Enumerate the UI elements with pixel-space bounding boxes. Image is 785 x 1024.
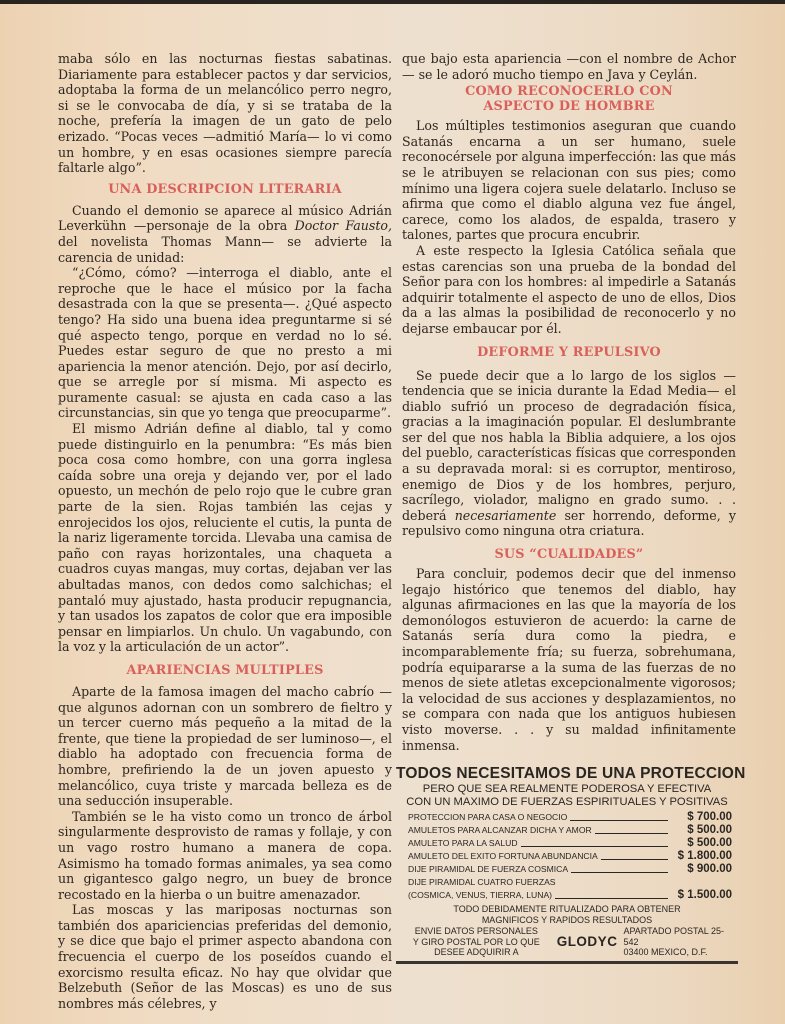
- section-heading: DEFORME Y REPULSIVO: [477, 344, 661, 360]
- paragraph: que bajo esta apariencia —con el nombre de Achor— se le adoró mucho tiempo en Java y Ceylán.: [402, 51, 736, 82]
- paragraph: [58, 203, 392, 265]
- ad-bottom-rule: [396, 961, 738, 964]
- item-price: $ 700.00: [687, 811, 732, 824]
- leader-line: [595, 833, 668, 834]
- instruction-line: Y GIRO POSTAL POR LO QUE: [412, 936, 540, 947]
- text: Cuando el demonio se aparece al músico Adrián Leverkühn —personaje de la obra: [58, 202, 392, 234]
- ad-subtitle: PERO QUE SEA REALMENTE PODEROSA Y EFECTIVA: [422, 783, 712, 796]
- note-line: MAGNIFICOS Y RAPIDOS RESULTADOS: [481, 915, 653, 926]
- item-label: AMULETO PARA LA SALUD: [408, 838, 518, 849]
- paragraph: Los múltiples testimonios aseguran que cuando Satanás encarna a un ser humano, suele reconocérsele por alguna imperfección: las que más se le atribuyen se relacionan con sus pies; como mínimo una ligera cojera suele delatarlo. Incluso se afirma que como el diablo alguna vez fue ángel, carece, como los alados, de espalda, trasero y talones, partes que procura encubrir.: [402, 118, 736, 243]
- address-line: APARTADO POSTAL 25-542: [623, 926, 724, 947]
- book-title: Doctor Fausto,: [294, 218, 392, 234]
- magazine-page: [0, 4, 785, 1024]
- price-list-item: [408, 824, 732, 837]
- section-heading: SUS “CUALIDADES”: [494, 547, 644, 563]
- price-list-item: [408, 876, 732, 889]
- item-label: (COSMICA, VENUS, TIERRA, LUNA): [408, 890, 553, 901]
- paragraph: “¿Cómo, cómo? —interroga el diablo, ante el reproche que le hace el músico por la facha desastrada con la que se presenta—. ¿Qué aspecto tengo? Ha sido una buena idea preguntarme si sé qué aspecto tengo, porque en verdad no lo sé. Puedes estar seguro de que no presto a mi apariencia la menor atención. Dejo, por así decirlo, que se arregle por sí misma. Mi aspecto es puramente casual: se ajusta en cada caso a las circunstancias, sin que yo tenga que preocuparme”.: [58, 265, 392, 421]
- paragraph: maba sólo en las nocturnas fiestas sabatinas. Diariamente para establecer pactos y dar servicios, adoptaba la forma de un melancólico perro negro, si se le convocaba de día, y si se trataba de la noche, prefería la imagen de un gato de pelo erizado. “Pocas veces —admitió María— lo vi como un hombre, y en esas ocasiones siempre parecía faltarle algo”.: [58, 51, 392, 176]
- instruction-line: DESEE ADQUIRIR A: [434, 947, 519, 958]
- address-line: 03400 MEXICO, D.F.: [623, 947, 708, 958]
- emphasis: necesariamente: [454, 507, 557, 523]
- item-price: $ 900.00: [687, 863, 732, 876]
- paragraph: A este respecto la Iglesia Católica señala que estas carencias son una prueba de la bondad del Señor para con los hombres: al impedirle a Satanás adquirir totalmente el aspecto de uno de ellos, Dios da a las almas la posibilidad de reconocerlo y no dejarse embaucar por él.: [402, 242, 736, 336]
- leader-line: [570, 820, 668, 821]
- item-price: $ 1.800.00: [677, 850, 732, 863]
- left-column: [58, 51, 392, 1011]
- item-price: $ 500.00: [687, 837, 732, 850]
- item-price: $ 500.00: [687, 824, 732, 837]
- leader-line: [601, 859, 668, 860]
- ad-note: [396, 904, 738, 926]
- price-list-item: [408, 850, 732, 863]
- ad-footer: [396, 926, 738, 958]
- item-label: AMULETO DEL EXITO FORTUNA ABUNDANCIA: [408, 851, 598, 862]
- order-instructions: [402, 926, 551, 958]
- price-list-item: [408, 889, 732, 902]
- item-price: $ 1.500.00: [677, 889, 732, 902]
- paragraph: También se le ha visto como un tronco de árbol singularmente desprovisto de ramas y follaje, y con un vago rostro humano a manera de copa. Asimismo ha tomado formas animales, ya sea como un gigantesco galgo negro, un buey de bronce recostado en la hierba o un buitre amenazador.: [58, 808, 392, 902]
- leader-line: [521, 846, 668, 847]
- item-label: PROTECCION PARA CASA O NEGOCIO: [408, 812, 568, 823]
- leader-line: [571, 872, 668, 873]
- paragraph: Para concluir, podemos decir que del inmenso legajo histórico que tenemos del diablo, hay algunas afirmaciones en las que la mayoría de los demonólogos estuvieron de acuerdo: la carne de Satanás sería dura como la piedra, e incomparablemente fría; su fuerza, sobrehumana, podría equipararse a la suma de las fuerzas de no menos de siete atletas excepcionalmente vigorosos; la velocidad de sus acciones y desplazamientos, no se compara con nada que los antiguos hubiesen visto moverse. . . y su maldad infinitamente inmensa.: [402, 566, 736, 753]
- item-label: AMULETOS PARA ALCANZAR DICHA Y AMOR: [408, 825, 592, 836]
- text: del novelista Thomas Mann— se advierte la carencia de unidad:: [58, 233, 392, 265]
- advertisement: [396, 765, 746, 964]
- item-label: DIJE PIRAMIDAL CUATRO FUERZAS: [408, 877, 556, 888]
- price-list-item: [408, 811, 732, 824]
- note-line: TODO DEBIDAMENTE RITUALIZADO PARA OBTENER: [453, 904, 681, 915]
- paragraph: [402, 368, 736, 540]
- paragraph: El mismo Adrián define al diablo, tal y como puede distinguirlo en la penumbra: “Es más bien poca cosa como hombre, con una gorra inglesa caída sobre una oreja y dejando ver, por el lado opuesto, un mechón de pelo rojo que le cubre gran parte de la sien. Rojas también las cejas y enrojecidos los ojos, reluciente el cutis, la punta de la nariz ligeramente torcida. Llevaba una camisa de paño con rayas horizontales, una chaqueta a cuadros cuyas mangas, muy cortas, dejaban ver las abultadas manos, con dedos como salchichas; el pantaló muy ajustado, hasta producir repugnancia, y tan usados los zapatos de color que era imposible pensar en limpiarlos. Un chulo. Un vagabundo, con la voz y la articulación de un actor”.: [58, 421, 392, 655]
- right-column: [396, 51, 746, 964]
- item-label: DIJE PIRAMIDAL DE FUERZA COSMICA: [408, 864, 569, 875]
- paragraph: Aparte de la famosa imagen del macho cabrío —que algunos adornan con un sombrero de fieltro y un tercer cuerno más pequeño a la mitad de la frente, que tiene la propiedad de ser luminoso—, el diablo ha adoptado con frecuencia forma de hombre, prefiriendo la de un joven apuesto y melancólico, cuya triste y marcada belleza es de una seducción insuperable.: [58, 683, 392, 809]
- instruction-line: ENVIE DATOS PERSONALES: [414, 926, 538, 937]
- ad-title: TODOS NECESITAMOS DE UNA PROTECCION: [396, 765, 746, 783]
- postal-address: [623, 926, 738, 958]
- section-heading: COMO RECONOCERLO CON ASPECTO DE HOMBRE: [465, 84, 673, 115]
- paragraph: Las moscas y las mariposas nocturnas son también dos apariciencias preferidas del demonio, y se dice que bajo el primer aspecto abandona con frecuencia el cuerpo de los poseídos cuando el exorcismo resulta eficaz. No hay que olvidar que Belzebuth (Señor de las Moscas) es uno de sus nombres más célebres, y: [58, 902, 392, 1011]
- brand-name: GLODYC: [556, 934, 618, 950]
- text: Se puede decir que a lo largo de los siglos —tendencia que se inicia durante la Edad Media— el diablo sufrió un proceso de degradación física, gracias a la imaginación popular. El deslumbrante ser del que nos habla la Biblia adquiere, a los ojos del pueblo, características físicas que corresponden a su depravada moral: si es corruptor, mentiroso, enemigo de Dios y de los hombres, perjuro, sacrílego, violador, maligno en grado sumo. . . deberá: [402, 367, 736, 523]
- section-heading: UNA DESCRIPCION LITERARIA: [108, 181, 342, 197]
- text: ser horrendo, deforme, y repulsivo como ninguna otra criatura.: [402, 507, 736, 539]
- leader-line: [555, 898, 668, 899]
- section-heading: APARIENCIAS MULTIPLES: [126, 662, 324, 678]
- price-list-item: [408, 863, 732, 876]
- price-list-item: [408, 837, 732, 850]
- ad-subtitle: CON UN MAXIMO DE FUERZAS ESPIRITUALES Y POSITIVAS: [406, 796, 728, 809]
